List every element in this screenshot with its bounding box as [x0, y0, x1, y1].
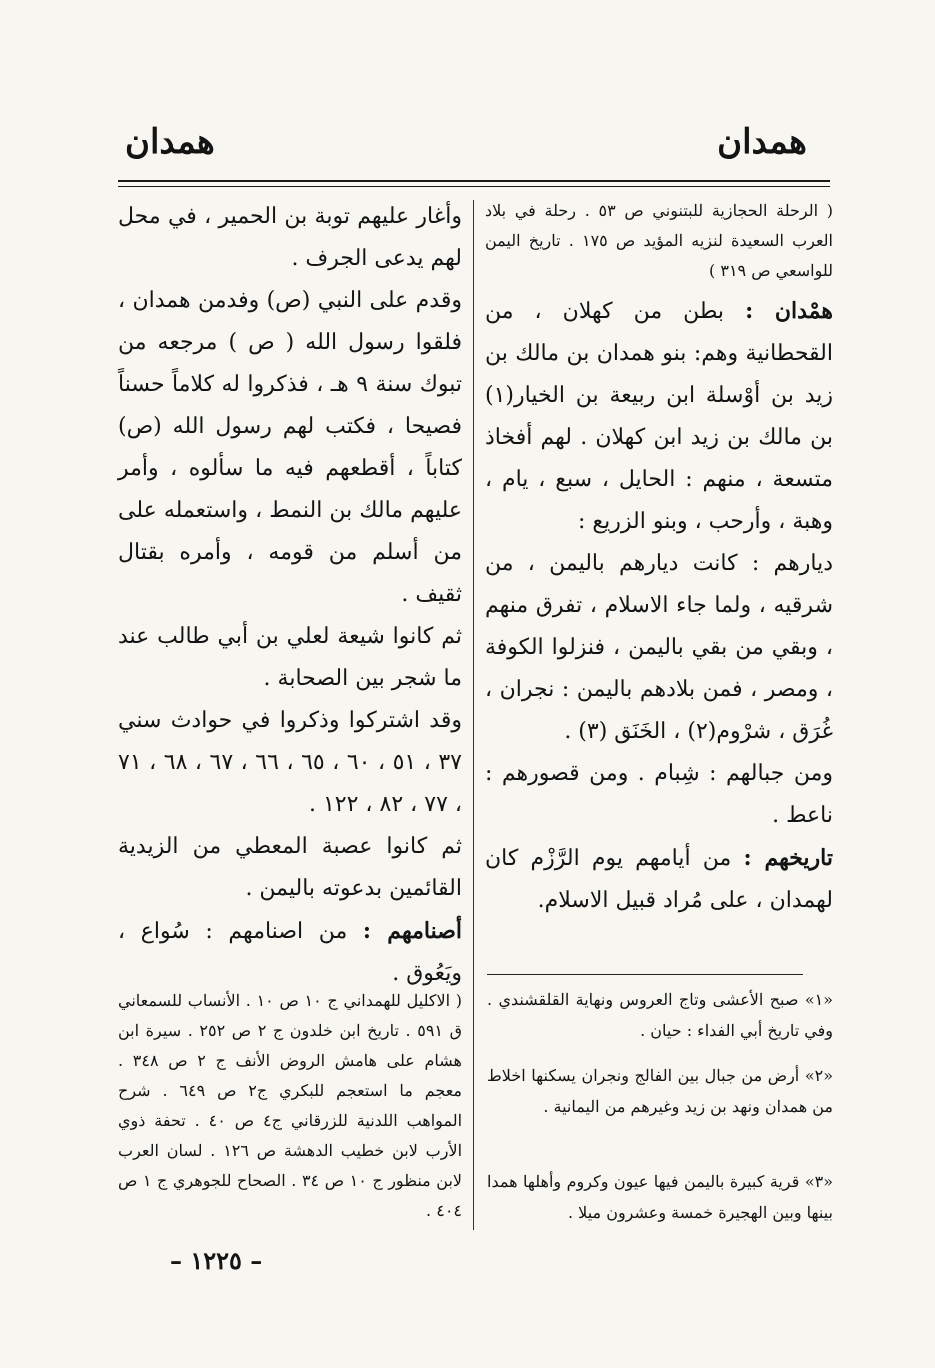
page-number: – ١٢٢٥ –	[170, 1246, 263, 1275]
paragraph-events: وقد اشتركوا وذكروا في حوادث سني ٣٧ ، ٥١ ، ٦٠ ، ٦٥ ، ٦٦ ، ٦٧ ، ٦٨ ، ٧١ ، ٧٧ ، ٨٢ ، ١٢٢ .	[118, 708, 462, 817]
footnote-3: «٣» قرية كبيرة باليمن فيها عيون وكروم وأهلها همدا بينها وبين الهجيرة خمسة وعشرون ميلا .	[487, 1172, 833, 1222]
running-header-left: همدان	[125, 122, 215, 162]
paragraph-raid: وأغار عليهم توبة بن الحمير ، في محل لهم يدعى الجرف .	[118, 204, 462, 271]
paragraph-idols	[118, 910, 462, 995]
entry-headword: همْدان :	[745, 298, 834, 324]
header-rule-thick	[118, 180, 830, 182]
idols-text: من اصنامهم : سُواع ، ويَعُوق .	[118, 919, 462, 986]
intro-references: ( الرحلة الحجازية للبتنوني ص ٥٣ . رحلة في بلاد العرب السعيدة لنزيه المؤيد ص ١٧٥ . تاريخ اليمن للواسعي ص ٣١٩ )	[485, 201, 834, 280]
column-divider	[473, 200, 474, 1230]
footnote-2: «٢» أرض من جبال بين الفالج ونجران يسكنها اخلاط من همدان ونهد بن زيد وغيرهم من اليمانية .	[487, 1066, 833, 1116]
paragraph-zaidiyya: ثم كانوا عصبة المعطي من الزيدية القائمين بدعوته باليمن .	[118, 834, 462, 901]
footnote-rule	[487, 974, 803, 975]
running-header-right: همدان	[717, 122, 807, 162]
left-column	[118, 196, 462, 995]
idols-heading: أصنامهم :	[362, 918, 462, 944]
entry-definition	[485, 290, 833, 543]
history-text: من أيامهم يوم الرَّزْم كان لهمدان ، على مُراد قبيل الاسلام.	[485, 846, 833, 913]
footnote-1: «١» صبح الأعشى وتاج العروس ونهاية القلقشندي . وفي تاريخ أبي الفداء : حيان .	[487, 990, 833, 1040]
paragraph-shia: ثم كانوا شيعة لعلي بن أبي طالب عند ما شجر بين الصحابة .	[118, 624, 462, 691]
section-mountains: ومن جبالهم : شِبام . ومن قصورهم : ناعط .	[485, 761, 833, 828]
section-history	[485, 837, 833, 922]
section-dwellings: ديارهم : كانت ديارهم باليمن ، من شرقيه ، ولما جاء الاسلام ، تفرق منهم ، وبقي من بقي باليمن ، فنزلوا الكوفة ، ومصر ، فمن بلادهم باليمن : نجران ، غُرَق ، شرْوم(٢) ، الخَنَق (٣) .	[485, 551, 833, 744]
entry-definition-text: بطن من كهلان ، من القحطانية وهم: بنو همدان بن مالك بن زيد بن أوْسلة ابن ربيعة بن الخيار(١) بن مالك بن زيد ابن كهلان . لهم أفخاذ متسعة ، منهم : الحايل ، سبع ، يام ، وهبة ، وأرحب ، وبنو الزريع :	[485, 299, 833, 534]
header-rule-thin	[118, 186, 830, 187]
history-heading: تاريخهم :	[743, 845, 834, 871]
references-block: ( الاكليل للهمداني ج ١٠ ص ١٠ . الأنساب للسمعاني ق ٥٩١ . تاريخ ابن خلدون ج ٢ ص ٢٥٢ . سيرة ابن هشام على هامش الروض الأنف ج ٢ ص ٣٤٨ . معجم ما استعجم للبكري ج٢ ص ٦٤٩ . شرح المواهب اللدنية للزرقاني ج٤ ص ٤٠ . تحفة ذوي الأرب لابن خطيب الدهشة ص ١٢٦ . لسان العرب لابن منظور ج ١٠ ص ٣٤ . الصحاح للجوهري ج ١ ص ٤٠٤ .	[118, 991, 463, 1220]
right-column	[485, 196, 833, 922]
paragraph-delegation: وقدم على النبي (ص) وفدمن همدان ، فلقوا رسول الله ( ص ) مرجعه من تبوك سنة ٩ هـ ، فذكروا له كلاماً حسناً فصيحا ، فكتب لهم رسول الله (ص) كتاباً ، أقطعهم فيه ما سألوه ، وأمر عليهم مالك بن النمط ، واستعمله على من أسلم من قومه ، وأمره بقتال ثقيف .	[118, 288, 462, 607]
